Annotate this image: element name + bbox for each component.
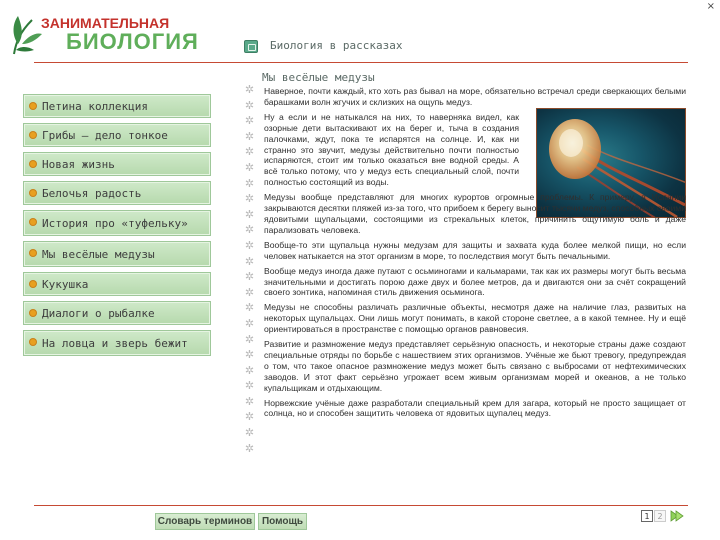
leaf-icon xyxy=(10,14,44,56)
bullet-icon xyxy=(30,310,36,316)
gear-icon: ✲ xyxy=(244,410,255,424)
article-paragraph: Развитие и размножение медуз представляет серьёзную опасность, и некоторые страны даже создают специальные отряды по борьбе с нашествием этих организмов. Учёные же бьют тревогу, предупреждая о том, что такое опасное размножение медуз может быть связано с выбросами от нефтехимических заводов. И этот факт серьёзно угрожает всем живым организмам морей и океанов, а не только купальщикам и отдыхающим. xyxy=(264,339,686,393)
gear-icon: ✲ xyxy=(244,348,255,362)
gear-icon: ✲ xyxy=(244,426,255,440)
nav-item-rybalka[interactable] xyxy=(23,301,211,325)
nav-item-label: Грибы – дело тонкое xyxy=(42,128,168,142)
gear-icon: ✲ xyxy=(244,238,255,252)
gear-icon: ✲ xyxy=(244,223,255,237)
nav-item-label: Новая жизнь xyxy=(42,157,115,171)
gear-icon: ✲ xyxy=(244,207,255,221)
page-2-button[interactable]: 2 xyxy=(654,510,666,522)
gear-icon: ✲ xyxy=(244,270,255,284)
gear-icon: ✲ xyxy=(244,316,255,330)
article-paragraph: Вообще медуз иногда даже путают с осьминогами и кальмарами, так как их размеры могут быть весьма значительными и достигать порою даже двух и более метров, да и двигаются они за счёт сокращений своего зонтика, напоминая стиль движения осьминога. xyxy=(264,265,686,298)
gear-icon: ✲ xyxy=(244,301,255,315)
article-paragraph: Медузы не способны различать различные объекты, несмотря даже на наличие глаз, развитых на некоторых щупальцах. Они лишь могут понимать, в какой стороне светлее, а в какой темнее. Ну и ещё ориентироваться в пространстве с помощью органов равновесия. xyxy=(264,302,686,335)
gear-icon: ✲ xyxy=(244,332,255,346)
article-paragraph: Норвежские учёные даже разработали специальный крем для загара, который не просто защищает от солнца, но и способен защитить человека от ядовитых щупалец медуз. xyxy=(264,397,686,419)
close-icon[interactable]: × xyxy=(706,1,715,12)
bottom-divider xyxy=(34,505,688,506)
nav-item-label: Диалоги о рыбалке xyxy=(42,306,155,320)
gear-icon: ✲ xyxy=(244,285,255,299)
bullet-icon xyxy=(30,219,36,225)
bullet-icon xyxy=(30,339,36,345)
article-paragraph: Медузы вообще представляют для многих курортов огромные проблемы. К примеру, в Испании закрываются десятки пляжей из-за того, что прибоем к берегу выносит тысячи медуз, способных своими ядовитыми щупальцами, состоящими из стрекальных клеток, причинить ощутимую боль и даже парализовать человека. xyxy=(264,192,686,235)
glossary-button[interactable]: Словарь терминов xyxy=(155,513,255,530)
pagination xyxy=(641,510,667,524)
nav-item-novaya-zhizn[interactable] xyxy=(23,152,211,176)
nav-item-label: История про «туфельку» xyxy=(42,216,188,230)
bullet-icon xyxy=(30,103,36,109)
nav-item-label: На ловца и зверь бежит xyxy=(42,336,188,350)
nav-item-meduzy[interactable] xyxy=(23,241,211,267)
nav-item-label: Мы весёлые медузы xyxy=(42,247,155,261)
gear-icon: ✲ xyxy=(244,145,255,159)
page-1-button[interactable]: 1 xyxy=(641,510,653,522)
bullet-icon xyxy=(30,132,36,138)
story-nav xyxy=(23,94,211,361)
nav-item-belochya-radost[interactable] xyxy=(23,181,211,205)
logo-title-main: БИОЛОГИЯ xyxy=(66,29,199,54)
gear-icon: ✲ xyxy=(244,254,255,268)
section-title: Биология в рассказах xyxy=(270,39,403,52)
gear-icon: ✲ xyxy=(244,176,255,190)
gear-icon: ✲ xyxy=(244,114,255,128)
logo xyxy=(8,12,198,60)
next-arrow-icon[interactable] xyxy=(670,510,684,522)
gear-icon: ✲ xyxy=(244,394,255,408)
nav-item-label: Петина коллекция xyxy=(42,99,148,113)
gear-icon: ✲ xyxy=(244,363,255,377)
bullet-icon xyxy=(30,281,36,287)
nav-item-tufelka[interactable] xyxy=(23,210,211,236)
gear-icon: ✲ xyxy=(244,83,255,96)
article-title: Мы весёлые медузы xyxy=(262,71,375,84)
article-body xyxy=(264,86,686,423)
help-button[interactable]: Помощь xyxy=(258,513,307,530)
gear-icon: ✲ xyxy=(244,98,255,112)
gear-icon: ✲ xyxy=(244,441,255,455)
bullet-icon xyxy=(30,161,36,167)
bullet-icon xyxy=(30,190,36,196)
logo-title-top: ЗАНИМАТЕЛЬНАЯ xyxy=(41,15,170,31)
gear-icon: ✲ xyxy=(244,129,255,143)
nav-item-label: Кукушка xyxy=(42,277,89,291)
nav-item-petina-kollekciya[interactable] xyxy=(23,94,211,118)
nav-item-na-lovca[interactable] xyxy=(23,330,211,356)
article-paragraph: Наверное, почти каждый, кто хоть раз бывал на море, обязательно встречал среди сверкающих белыми барашками волн жгучих и склизких на ощупь медуз. xyxy=(264,86,686,107)
paragraph-gutter xyxy=(243,84,257,464)
gear-icon: ✲ xyxy=(244,160,255,174)
gear-icon: ✲ xyxy=(244,192,255,206)
article-paragraph: Ну а если и не натыкался на них, то наверняка видел, как озорные дети вытаскивают их на берег и, тыча в создания палочками, ждут, пока те испарятся на солнце. И, как ни странно это звучит, медузы действительно почти полностью испаряются, стоит им только оказаться вне водной среды. А всё только потому, что у медуз есть специальный слой, почти полностью состоящий из воды. xyxy=(264,111,519,188)
nav-item-label: Белочья радость xyxy=(42,186,142,200)
top-divider xyxy=(34,62,688,63)
bullet-icon xyxy=(30,250,36,256)
nav-item-kukushka[interactable] xyxy=(23,272,211,296)
article-paragraph: Вообще-то эти щупальца нужны медузам для защиты и захвата куда более мелкой пищи, но если человек натыкается на этот организм в море, то последствия могут быть печальными. xyxy=(264,239,686,261)
nav-item-griby[interactable] xyxy=(23,123,211,147)
gear-icon: ✲ xyxy=(244,379,255,393)
book-icon xyxy=(244,40,258,53)
